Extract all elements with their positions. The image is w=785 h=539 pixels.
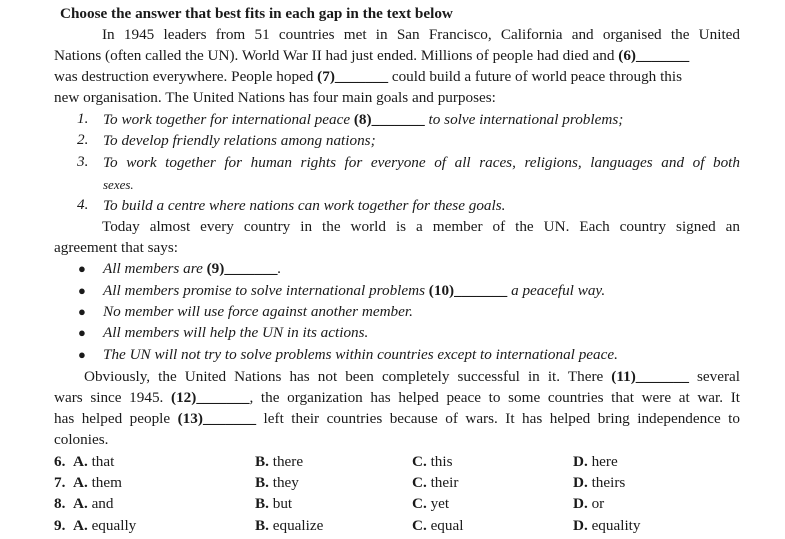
option-d[interactable]: D. or xyxy=(573,495,605,512)
bullet-icon: ● xyxy=(78,261,86,276)
passage-line: has helped people (13)_______ left their countries because of wars. It has helped bring independence to xyxy=(54,410,740,427)
gap-10-blank: _______ xyxy=(454,282,508,299)
question-number: 6. xyxy=(54,453,66,470)
bullet-icon: ● xyxy=(78,325,86,340)
passage-line: new organisation. The United Nations has four main goals and purposes: xyxy=(54,89,496,106)
option-a[interactable]: A. them xyxy=(73,474,122,491)
passage-line: agreement that says: xyxy=(54,239,178,256)
instruction-heading: Choose the answer that best fits in each gap in the text below xyxy=(60,5,453,22)
option-b[interactable]: B. they xyxy=(255,474,299,491)
agreement-item: No member will use force against another member. xyxy=(103,303,413,320)
gap-7-blank: _______ xyxy=(334,68,389,85)
bullet-icon: ● xyxy=(78,347,86,362)
option-b[interactable]: B. there xyxy=(255,453,304,470)
goal-number: 4. xyxy=(77,196,89,213)
gap-8-label: (8) xyxy=(353,111,372,128)
option-a[interactable]: A. equally xyxy=(73,517,137,534)
passage-line: was destruction everywhere. People hoped (7)_______ could build a future of world peace through this xyxy=(54,68,683,85)
gap-13-label: (13) xyxy=(177,410,203,427)
goal-item: To work together for human rights for everyone of all races, religions, languages and of both xyxy=(103,154,740,171)
goal-item: To work together for international peace (8)_______ to solve international problems; xyxy=(103,111,624,128)
bullet-icon: ● xyxy=(78,283,86,298)
gap-6-label: (6) xyxy=(618,47,636,64)
bullet-icon: ● xyxy=(78,304,86,319)
gap-6-blank: _______ xyxy=(636,47,690,64)
gap-8-blank: _______ xyxy=(371,111,425,128)
gap-11-blank: _______ xyxy=(635,368,689,385)
option-b[interactable]: B. equalize xyxy=(255,517,324,534)
goal-item: To develop friendly relations among nations; xyxy=(103,132,376,149)
gap-10-label: (10) xyxy=(428,282,455,299)
agreement-item: All members are (9)_______. xyxy=(103,260,282,277)
passage-line: wars since 1945. (12)_______, the organization has helped peace to some countries that were at war. It xyxy=(54,389,740,406)
question-number: 8. xyxy=(54,495,66,512)
option-c[interactable]: C. equal xyxy=(412,517,464,534)
option-c[interactable]: C. this xyxy=(412,453,453,470)
option-b[interactable]: B. but xyxy=(255,495,293,512)
option-a[interactable]: A. and xyxy=(73,495,114,512)
gap-12-label: (12) xyxy=(171,389,197,406)
goal-number: 3. xyxy=(77,153,89,170)
option-c[interactable]: C. yet xyxy=(412,495,450,512)
option-c[interactable]: C. their xyxy=(412,474,459,491)
gap-9-label: (9) xyxy=(206,260,225,277)
option-d[interactable]: D. here xyxy=(573,453,618,470)
passage-line: Obviously, the United Nations has not been completely successful in it. There (11)_______ several xyxy=(84,368,740,385)
passage-line: In 1945 leaders from 51 countries met in San Francisco, California and organised the United xyxy=(102,26,740,43)
question-number: 7. xyxy=(54,474,66,491)
option-d[interactable]: D. theirs xyxy=(573,474,626,491)
agreement-item: All members promise to solve international problems (10)_______ a peaceful way. xyxy=(103,282,606,299)
gap-7-label: (7) xyxy=(317,68,335,85)
option-a[interactable]: A. that xyxy=(73,453,115,470)
goal-item-continuation: sexes. xyxy=(103,177,134,192)
agreement-item: The UN will not try to solve problems within countries except to international peace. xyxy=(103,346,618,363)
goal-item: To build a centre where nations can work together for these goals. xyxy=(103,197,506,214)
option-d[interactable]: D. equality xyxy=(573,517,641,534)
goal-number: 2. xyxy=(77,131,89,148)
gap-11-label: (11) xyxy=(611,368,636,385)
goal-number: 1. xyxy=(77,110,89,127)
gap-13-blank: _______ xyxy=(202,410,257,427)
question-number: 9. xyxy=(54,517,66,534)
passage-line: Today almost every country in the world is a member of the UN. Each country signed an xyxy=(102,218,740,235)
passage-line: colonies. xyxy=(54,431,109,448)
agreement-item: All members will help the UN in its actions. xyxy=(103,324,369,341)
passage-line: Nations (often called the UN). World War II had just ended. Millions of people had died and (6)_______ xyxy=(54,47,690,64)
gap-12-blank: _______ xyxy=(196,389,250,406)
gap-9-blank: _______ xyxy=(224,260,278,277)
